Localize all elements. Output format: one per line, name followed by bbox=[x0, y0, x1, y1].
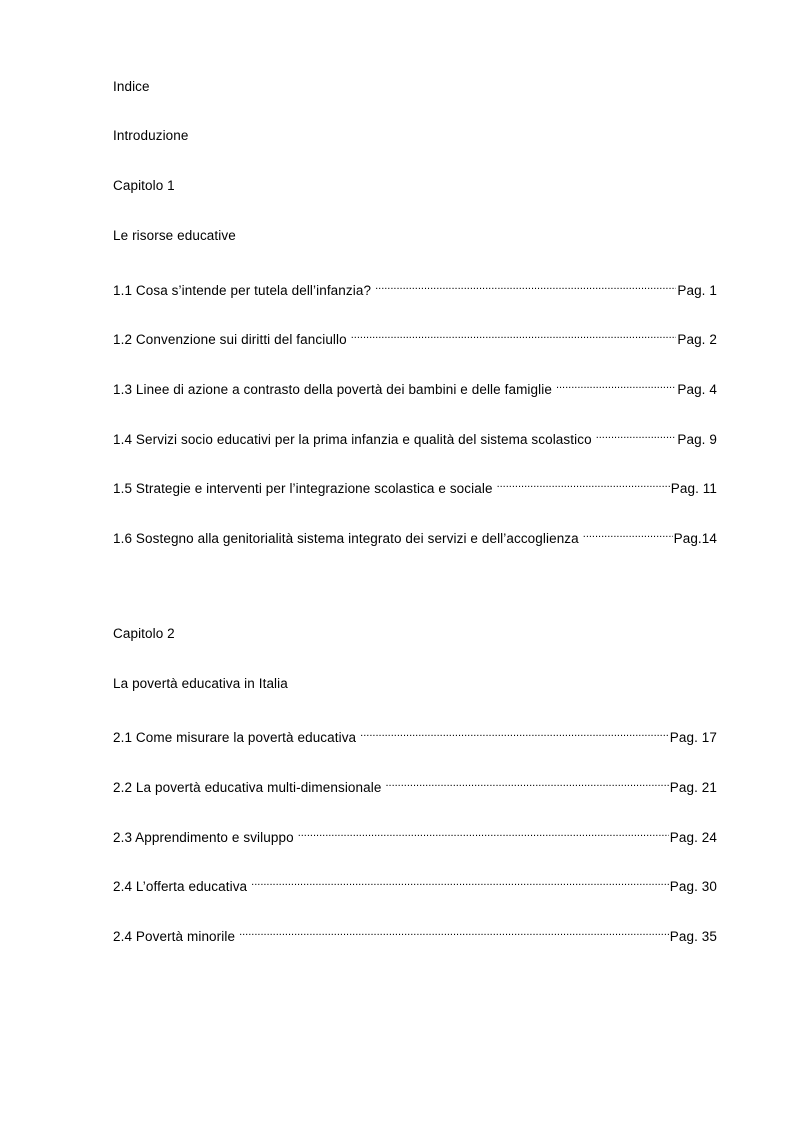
toc-entry-page: Pag. 4 bbox=[677, 382, 717, 397]
toc-entry bbox=[113, 923, 717, 946]
dot-leader bbox=[385, 774, 668, 792]
toc-entry bbox=[113, 873, 717, 896]
toc-entry-page: Pag. 35 bbox=[669, 929, 717, 944]
toc-entry-title: 2.4 Povertà minorile bbox=[113, 929, 236, 944]
toc-entry bbox=[113, 525, 717, 548]
toc-entry-title: 1.2 Convenzione sui diritti del fanciullo bbox=[113, 332, 347, 347]
toc-entry-title: 2.4 L’offerta educativa bbox=[113, 879, 248, 894]
toc-entry-title: 2.3 Apprendimento e sviluppo bbox=[113, 830, 294, 845]
introduction-label: Introduzione bbox=[113, 128, 189, 143]
chapter-1-title: Le risorse educative bbox=[113, 228, 236, 243]
toc-entry bbox=[113, 426, 717, 449]
toc-entry-title: 1.3 Linee di azione a contrasto della povertà dei bambini e delle famiglie bbox=[113, 382, 552, 397]
toc-entry-page: Pag. 30 bbox=[669, 879, 717, 894]
toc-entry-page: Pag. 2 bbox=[677, 332, 717, 347]
toc-entry bbox=[113, 277, 717, 300]
toc-entry-page: Pag.14 bbox=[673, 531, 717, 546]
toc-entry-page: Pag. 24 bbox=[669, 830, 717, 845]
chapter-2-label: Capitolo 2 bbox=[113, 626, 175, 641]
toc-entry bbox=[113, 774, 717, 797]
toc-entry-title: 1.6 Sostegno alla genitorialità sistema integrato dei servizi e dell’accoglienza bbox=[113, 531, 579, 546]
toc-heading: Indice bbox=[113, 79, 150, 94]
dot-leader bbox=[298, 824, 669, 842]
dot-leader bbox=[375, 277, 676, 295]
dot-leader bbox=[556, 376, 676, 394]
toc-entry bbox=[113, 326, 717, 349]
toc-entry-title: 1.4 Servizi socio educativi per la prima infanzia e qualità del sistema scolastico bbox=[113, 432, 592, 447]
toc-entry-page: Pag. 11 bbox=[670, 481, 717, 496]
chapter-2-title: La povertà educativa in Italia bbox=[113, 676, 288, 691]
chapter-1-label: Capitolo 1 bbox=[113, 178, 175, 193]
dot-leader bbox=[351, 326, 677, 344]
toc-entry bbox=[113, 724, 717, 747]
toc-entry bbox=[113, 376, 717, 399]
toc-entry bbox=[113, 475, 717, 498]
dot-leader bbox=[360, 724, 669, 742]
toc-entry-page: Pag. 17 bbox=[669, 730, 717, 745]
dot-leader bbox=[239, 923, 669, 941]
dot-leader bbox=[583, 525, 673, 543]
toc-entry-title: 1.1 Cosa s’intende per tutela dell’infanzia? bbox=[113, 283, 372, 298]
toc-entry-title: 1.5 Strategie e interventi per l’integrazione scolastica e sociale bbox=[113, 481, 493, 496]
toc-entry-page: Pag. 9 bbox=[677, 432, 717, 447]
dot-leader bbox=[251, 873, 669, 891]
toc-entry-page: Pag. 1 bbox=[677, 283, 717, 298]
dot-leader bbox=[497, 475, 670, 493]
toc-entry-page: Pag. 21 bbox=[669, 780, 717, 795]
toc-entry-title: 2.2 La povertà educativa multi-dimensionale bbox=[113, 780, 382, 795]
toc-entry-title: 2.1 Come misurare la povertà educativa bbox=[113, 730, 357, 745]
toc-entry bbox=[113, 824, 717, 847]
dot-leader bbox=[596, 426, 677, 444]
